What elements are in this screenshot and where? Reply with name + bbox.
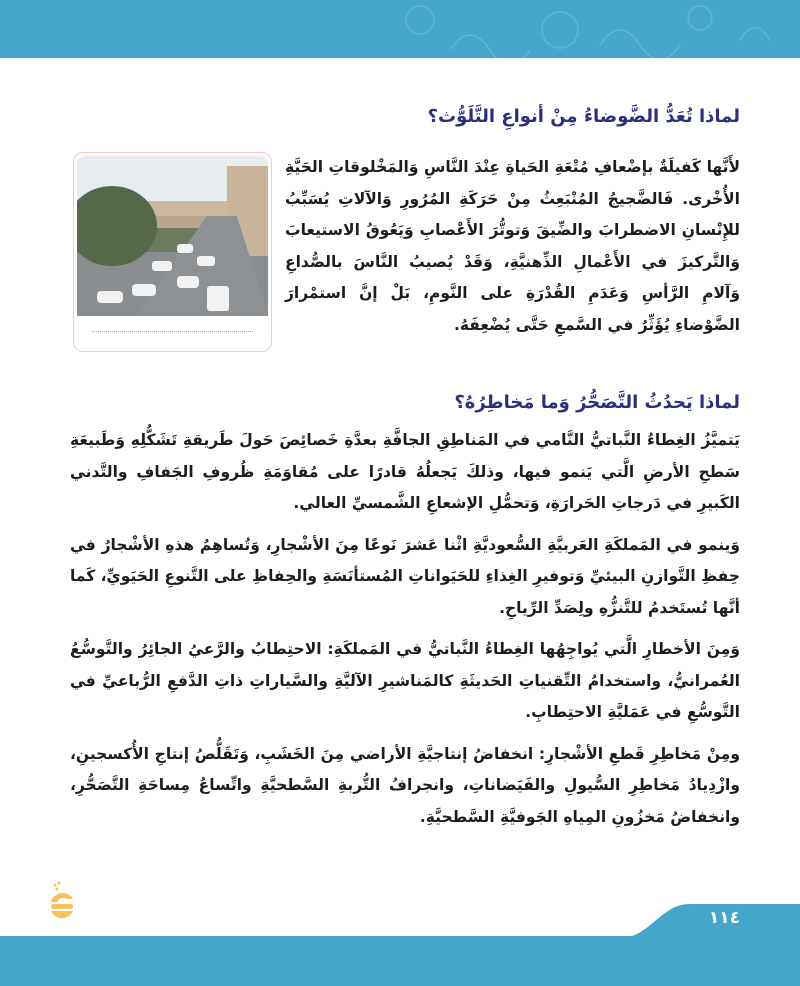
section-heading-noise: لماذا تُعَدُّ الضَّوضاءُ مِنْ أنواعِ التَّلَوُّث؟ — [427, 106, 740, 127]
section-heading-desertification: لماذا يَحدُثُ التَّصَحُّرُ وَما مَخاطِرُهُ؟ — [454, 392, 740, 413]
page-number: ١١٤ — [708, 908, 740, 928]
paragraph: يَتميَّزُ الغِطاءُ النَّباتيُّ النَّامي في المَناطِقِ الجافَّةِ بعدَّةِ خَصائِصَ حَولَ طَريقةِ تَشَكُّلِهِ وَطَبيعَةِ سَطحِ الأرضِ الَّتي يَنمو فيها، وذلكَ يَجعلُهُ قادرًا على مُقاوَمَةِ ظُروفِ الجَفافِ والتَّدني الكَبيرِ في دَرجاتِ الحَرارَةِ، وَتحمُّلِ الإشعاعِ الشَّمسيِّ العالي. — [70, 431, 740, 512]
traffic-photo — [77, 156, 268, 316]
top-decorative-band — [0, 0, 800, 58]
paragraph: وَينمو في المَملكَةِ العَربيَّةِ السُّعوديَّةِ اثْنا عَشرَ نَوعًا مِنَ الأشْجارِ، وَتُساهِمُ هذهِ الأشْجارُ في حِفظِ التَّوازنِ البيئيِّ وَتوفيرِ الغِذاءِ للحَيَواناتِ المُستأنَسَةِ والحِفاظِ على التَّنوعِ الحَيَويِّ، كَما أنَّها تُستَخدمُ للتَّنزُّهِ ولِصَدِّ الرِّياحِ. — [70, 535, 740, 617]
caption-placeholder-line — [92, 331, 253, 332]
paragraph: وَمِنَ الأخطارِ الَّتي يُواجِهُها الغِطاءُ النَّباتيُّ في المَملكَةِ: الاحتِطابُ والرَّعيُ الجائِرُ والتَّوسُّعُ العُمرانيُّ، واستخدامُ التِّقنياتِ الحَديثَةِ كالمَناشيرِ الآليَّةِ والسَّياراتِ ذاتِ الدَّفعِ الرُّباعيِّ في التَّوسُّعِ في عَمَليَّةِ الاحتِطابِ. — [70, 640, 740, 721]
section-body-noise: لأَنَّها كَفيلَةٌ بإضْعافِ مُتْعَةِ الحَياةِ عِنْدَ النَّاسِ وَالمَخْلوقاتِ الحَيَّةِ الأُخْرى. فَالضَّجيجُ المُنْبَعِثُ مِنْ حَرَكَةِ المُرُورِ وَالآلاتِ يُسَبِّبُ للإِنْسانِ الاضطرابَ والضِّيقَ وَتوتُّرَ الأَعْصابِ وَيَعُوقُ الاستيعابَ وَالتَّركيزَ في الأَعْمالِ الذِّهنيَّةِ، وَقَدْ يُصيبُ النَّاسَ بالصُّداعِ وَآلامِ الرَّأسِ وَعَدَمِ القُدْرَةِ على النَّومِ، بَلْ إنَّ استمْرارَ الضَّوْضاءِ يُؤَثِّرُ في السَّمعِ حَتَّى يُضْعِفَهُ. — [285, 158, 740, 334]
section-body-desertification — [70, 425, 740, 843]
photo-card — [73, 152, 272, 352]
traffic-illustration — [77, 156, 268, 316]
paragraph: ومِنْ مَخاطِرِ قَطعِ الأشْجارِ: انخفاضُ إنتاجيَّةِ الأراضي مِنَ الخَشَبِ، وَتَقَلُّصُ إنتاجِ الأُكسجينِ، وازْدِيادُ مَخاطِرِ السُّيولِ والفَيَضاناتِ، وانجرافُ التُّربةِ السَّطحيَّةِ واتِّساعُ مِساحَةِ التَّصَحُّرِ، وانخفاضُ مَخزُونِ المِياهِ الجَوفيَّةِ السَّطحيَّةِ. — [70, 744, 740, 826]
publisher-logo-icon — [45, 880, 75, 925]
bottom-band — [0, 936, 800, 986]
pattern-decoration — [0, 0, 800, 58]
